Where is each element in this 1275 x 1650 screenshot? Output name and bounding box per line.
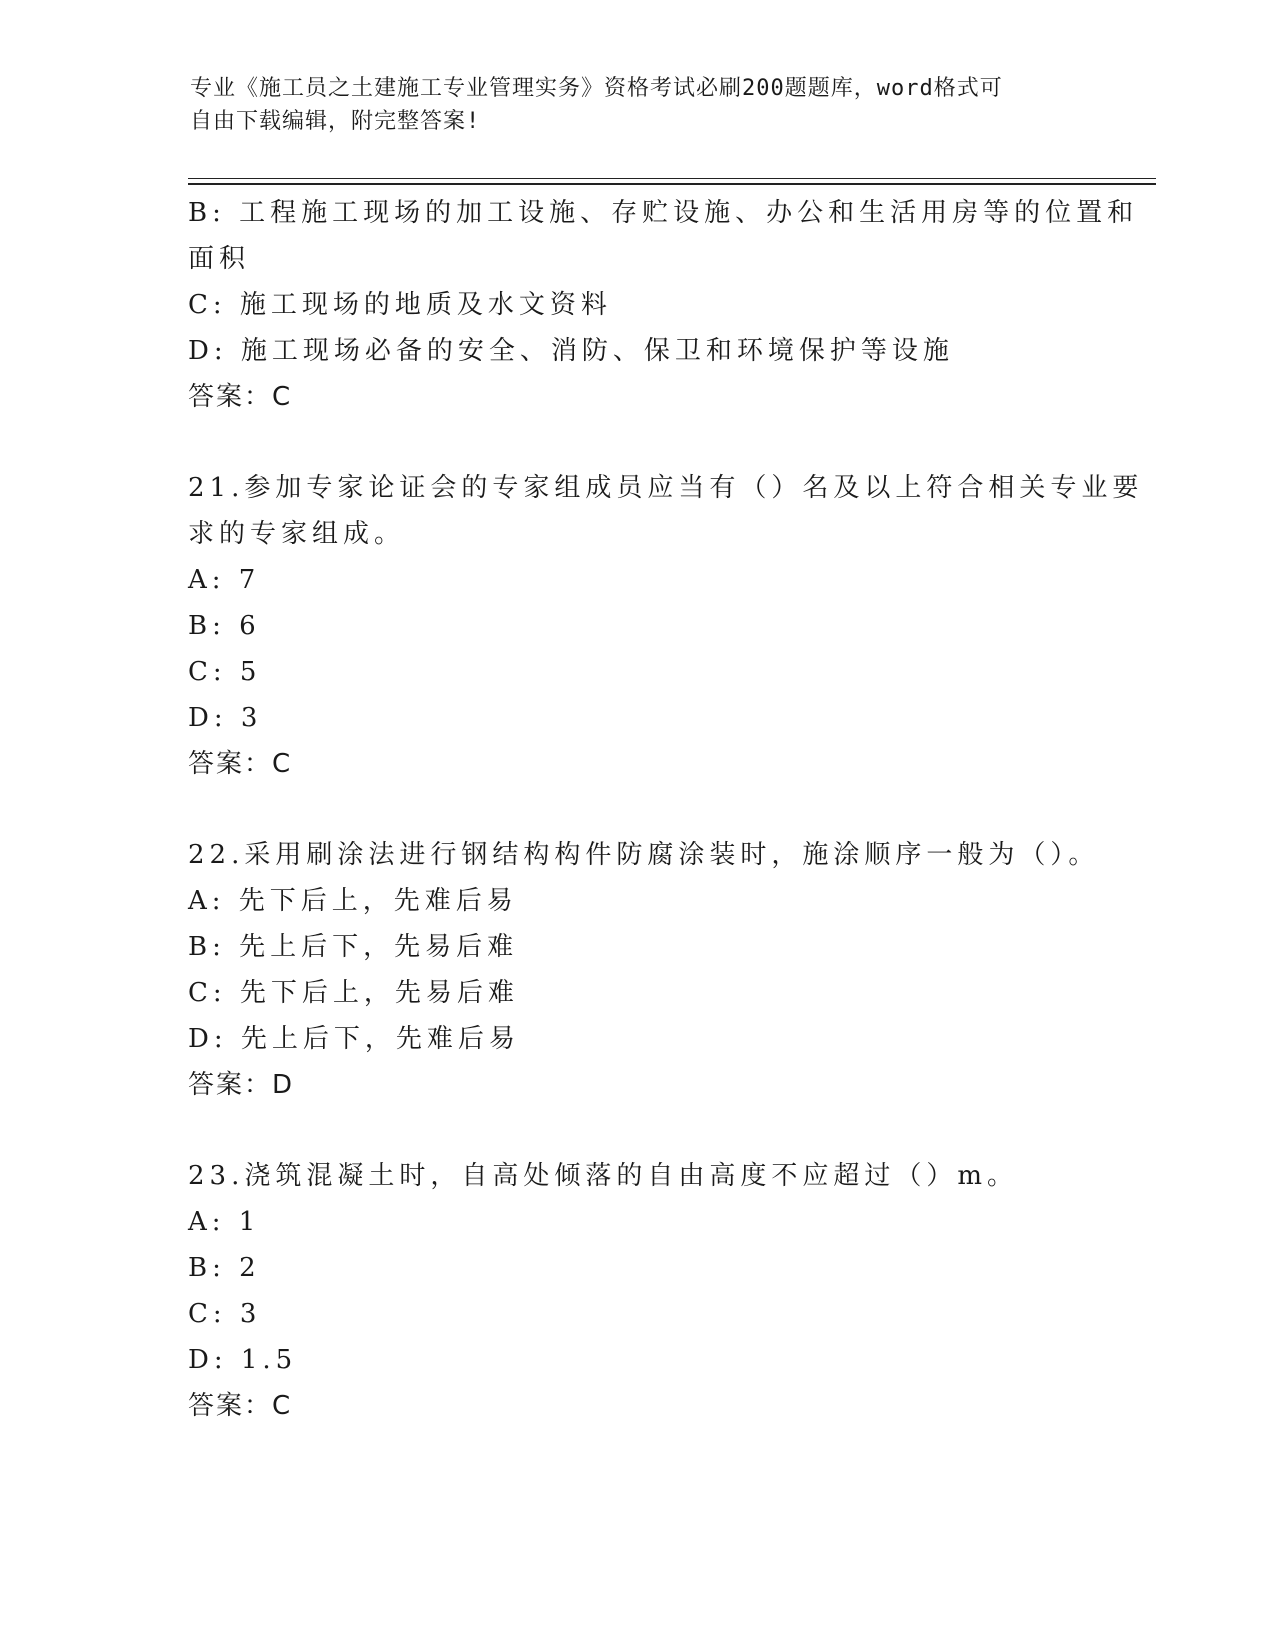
option-c: C: 5 [188, 657, 262, 687]
question-22 [188, 832, 1100, 1108]
option-a: A: 1 [188, 1207, 261, 1237]
question-20-tail [188, 190, 1139, 420]
question-list [188, 190, 1144, 1429]
spacer [188, 420, 1088, 465]
option-a: A: 先下后上，先难后易 [188, 886, 518, 916]
question-23 [188, 1153, 1088, 1429]
option-b: B: 先上后下，先易后难 [188, 932, 519, 962]
option-d: D: 先上后下，先难后易 [188, 1024, 520, 1054]
option-a: A: 7 [188, 565, 261, 595]
option-b: B: 6 [188, 611, 261, 641]
option-d: D: 3 [188, 703, 263, 733]
option-c: C: 3 [188, 1299, 262, 1329]
header-divider-top [188, 178, 1156, 179]
answer: 答案：C [188, 749, 293, 779]
question-21 [188, 465, 1144, 787]
option-d: D: 1.5 [188, 1345, 298, 1375]
header-title-line-2: 自由下载编辑，附完整答案! [190, 109, 481, 134]
option-b-line-2: 面积 [188, 244, 251, 274]
question-stem-line-1: 21.参加专家论证会的专家组成员应当有（）名及以上符合相关专业要 [188, 473, 1144, 503]
question-stem-line-1: 22.采用刷涂法进行钢结构构件防腐涂装时，施涂顺序一般为（）。 [188, 840, 1100, 870]
option-c: C: 施工现场的地质及水文资料 [188, 290, 612, 320]
spacer [188, 1108, 1088, 1153]
header-divider-bottom [188, 183, 1156, 185]
answer: 答案：D [188, 1070, 295, 1100]
header-title-line-1: 专业《施工员之土建施工专业管理实务》资格考试必刷200题题库，word格式可 [190, 76, 1003, 101]
option-d: D: 施工现场必备的安全、消防、保卫和环境保护等设施 [188, 336, 954, 366]
option-b: B: 2 [188, 1253, 261, 1283]
option-b-line-1: B: 工程施工现场的加工设施、存贮设施、办公和生活用房等的位置和 [188, 198, 1139, 228]
question-stem-line-1: 23.浇筑混凝土时，自高处倾落的自由高度不应超过（）m。 [188, 1161, 1019, 1191]
answer: 答案：C [188, 382, 293, 412]
question-stem-line-2: 求的专家组成。 [188, 519, 406, 549]
document-header [190, 72, 1070, 138]
answer: 答案：C [188, 1391, 293, 1421]
option-c: C: 先下后上，先易后难 [188, 978, 519, 1008]
spacer [188, 787, 1088, 832]
